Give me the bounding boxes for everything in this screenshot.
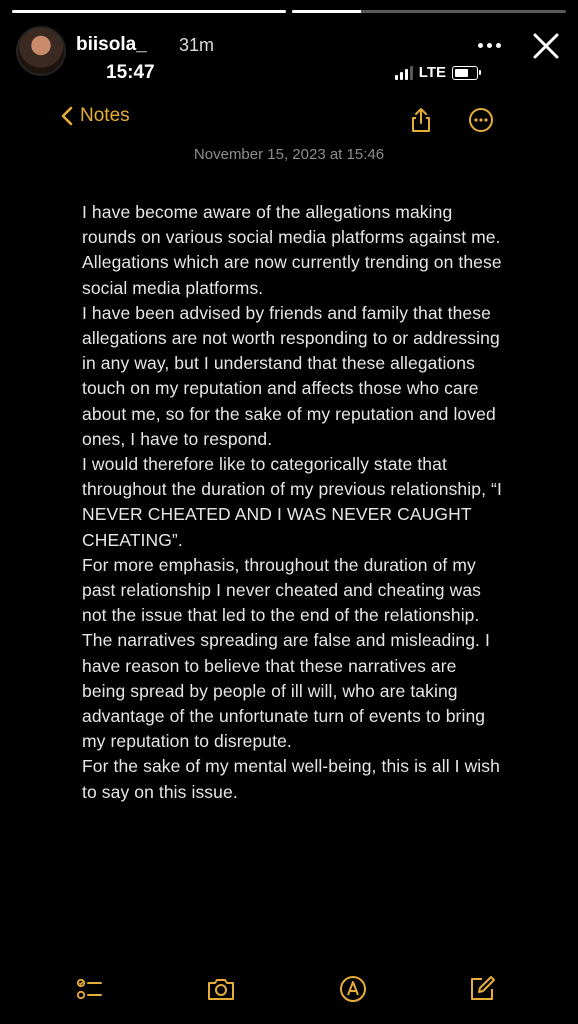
notes-toolbar xyxy=(0,974,578,1004)
note-paragraph: I have become aware of the allegations making rounds on various social media platforms against me. Allegations which are now currently trending on these social media platforms. xyxy=(82,202,502,298)
status-indicators xyxy=(395,64,478,81)
battery-icon xyxy=(452,66,478,80)
note-paragraph: For more emphasis, throughout the duration of my past relationship I never cheated and cheating was not the issue that led to the end of the relationship. The narratives spreading are false and misleading. I have reason to believe that these narratives are being spread by people of ill will, who are taking advantage of the unfortunate turn of events to bring my reputation to disrepute. xyxy=(82,554,490,752)
more-circle-icon[interactable] xyxy=(468,107,494,133)
share-icon[interactable] xyxy=(408,107,434,133)
back-label: Notes xyxy=(80,105,130,126)
note-paragraph: I have been advised by friends and family that these allegations are not worth responding to or addressing in any way, but I understand that these allegations touch on my reputation and affects those who care about me, so for the sake of my reputation and loved ones, I have to respond. xyxy=(82,302,500,449)
camera-icon[interactable] xyxy=(206,974,236,1004)
chevron-left-icon xyxy=(60,105,74,127)
story-header xyxy=(16,26,562,74)
story-progress xyxy=(12,10,566,13)
back-button[interactable] xyxy=(60,105,130,127)
notes-nav-bar xyxy=(60,105,498,137)
network-type: LTE xyxy=(418,64,446,81)
compose-icon[interactable] xyxy=(467,974,497,1004)
note-body[interactable] xyxy=(82,200,502,805)
note-paragraph: I would therefore like to categorically state that throughout the duration of my previous relationship, “I NEVER CHEATED AND I WAS NEVER CAUGHT CHEATING”. xyxy=(82,454,502,550)
post-time: 31m xyxy=(179,35,215,55)
close-icon[interactable] xyxy=(530,30,562,62)
status-time: 15:47 xyxy=(106,62,155,83)
markup-icon[interactable] xyxy=(338,974,368,1004)
note-paragraph: For the sake of my mental well-being, this is all I wish to say on this issue. xyxy=(82,756,500,802)
story-progress-segment xyxy=(292,10,566,13)
username[interactable]: biisola_ xyxy=(76,34,147,55)
signal-icon xyxy=(395,66,413,80)
checklist-icon[interactable] xyxy=(74,974,104,1004)
story-progress-segment xyxy=(12,10,286,13)
note-date: November 15, 2023 at 15:46 xyxy=(193,146,385,163)
avatar[interactable] xyxy=(16,26,66,76)
more-options-icon[interactable] xyxy=(476,36,502,54)
